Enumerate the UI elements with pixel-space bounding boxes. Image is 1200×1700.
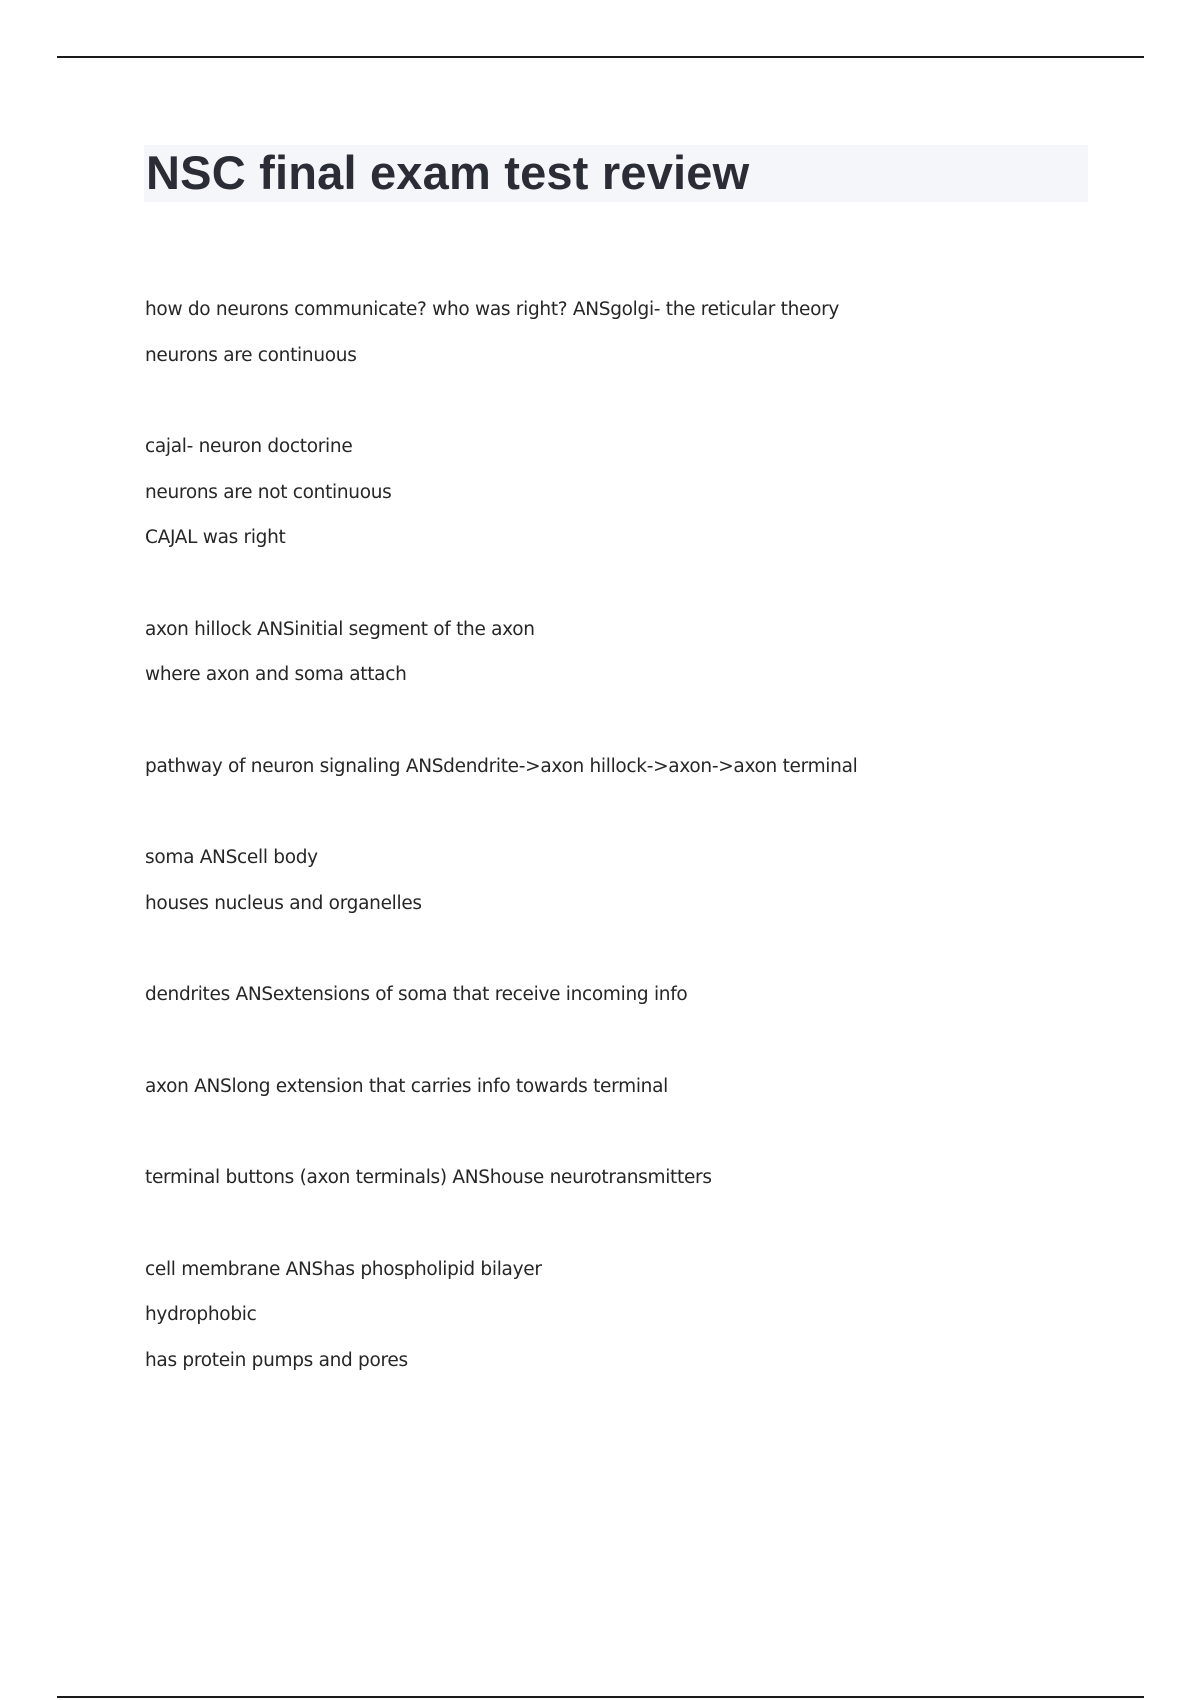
qa-entry <box>145 1155 1085 1201</box>
qa-entry <box>145 287 1085 378</box>
text-line: houses nucleus and organelles <box>145 892 422 914</box>
top-rule <box>57 56 1144 58</box>
document-body <box>145 287 1085 1429</box>
qa-entry <box>145 835 1085 926</box>
text-line: dendrites ANSextensions of soma that receive incoming info <box>145 984 688 1005</box>
qa-entry <box>145 744 1085 790</box>
text-line: hydrophobic <box>145 1304 257 1325</box>
text-line: CAJAL was right <box>145 527 286 548</box>
text-line: soma ANScell body <box>145 847 318 868</box>
qa-entry <box>145 972 1085 1018</box>
text-line: neurons are not continuous <box>145 481 392 503</box>
text-line: pathway of neuron signaling ANSdendrite->axon hillock->axon->axon terminal <box>145 755 858 777</box>
text-line: cajal- neuron doctorine <box>145 436 353 457</box>
qa-entry <box>145 607 1085 698</box>
text-line: axon ANSlong extension that carries info towards terminal <box>145 1075 668 1097</box>
text-line: terminal buttons (axon terminals) ANShouse neurotransmitters <box>145 1167 712 1188</box>
document-title: NSC final exam test review <box>146 146 750 199</box>
text-line: how do neurons communicate? who was right? ANSgolgi- the reticular theory <box>145 299 840 320</box>
text-line: neurons are continuous <box>145 344 357 366</box>
text-line: has protein pumps and pores <box>145 1349 408 1371</box>
qa-entry <box>145 1247 1085 1384</box>
bottom-rule <box>57 1696 1144 1698</box>
qa-entry <box>145 1064 1085 1110</box>
text-line: axon hillock ANSinitial segment of the axon <box>145 618 535 640</box>
text-line: where axon and soma attach <box>145 664 407 685</box>
qa-entry <box>145 424 1085 561</box>
text-line: cell membrane ANShas phospholipid bilayer <box>145 1258 542 1280</box>
